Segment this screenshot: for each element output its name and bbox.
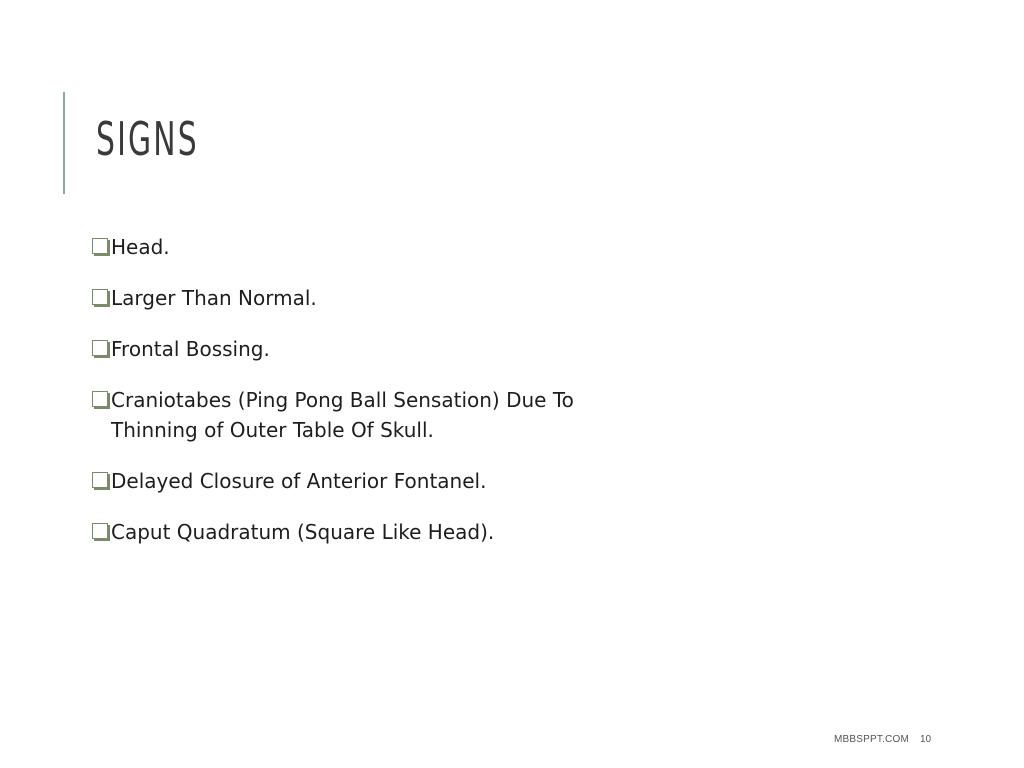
checkbox-bullet-icon xyxy=(92,340,108,356)
title-accent-line xyxy=(63,92,65,194)
bullet-text: Delayed Closure of Anterior Fontanel. xyxy=(111,469,487,493)
checkbox-bullet-icon xyxy=(92,289,108,305)
bullet-text: Head. xyxy=(111,235,170,259)
slide-title: SIGNS xyxy=(96,112,199,166)
bullet-text: Frontal Bossing. xyxy=(111,337,270,361)
bullet-item xyxy=(92,232,612,262)
footer-page-number: 10 xyxy=(920,734,932,745)
bullet-text: Craniotabes (Ping Pong Ball Sensation) Due To Thinning of Outer Table Of Skull. xyxy=(111,388,574,442)
bullet-item xyxy=(92,385,612,445)
footer-site-name: MBBSPPT.COM xyxy=(834,734,909,745)
checkbox-bullet-icon xyxy=(92,391,108,407)
bullet-item xyxy=(92,334,612,364)
checkbox-bullet-icon xyxy=(92,238,108,254)
bullet-text: Caput Quadratum (Square Like Head). xyxy=(111,520,495,544)
checkbox-bullet-icon xyxy=(92,472,108,488)
bullet-item xyxy=(92,283,612,313)
bullet-text: Larger Than Normal. xyxy=(111,286,317,310)
bullet-item xyxy=(92,466,612,496)
bullet-item xyxy=(92,517,612,547)
bullet-list xyxy=(92,232,612,568)
checkbox-bullet-icon xyxy=(92,523,108,539)
